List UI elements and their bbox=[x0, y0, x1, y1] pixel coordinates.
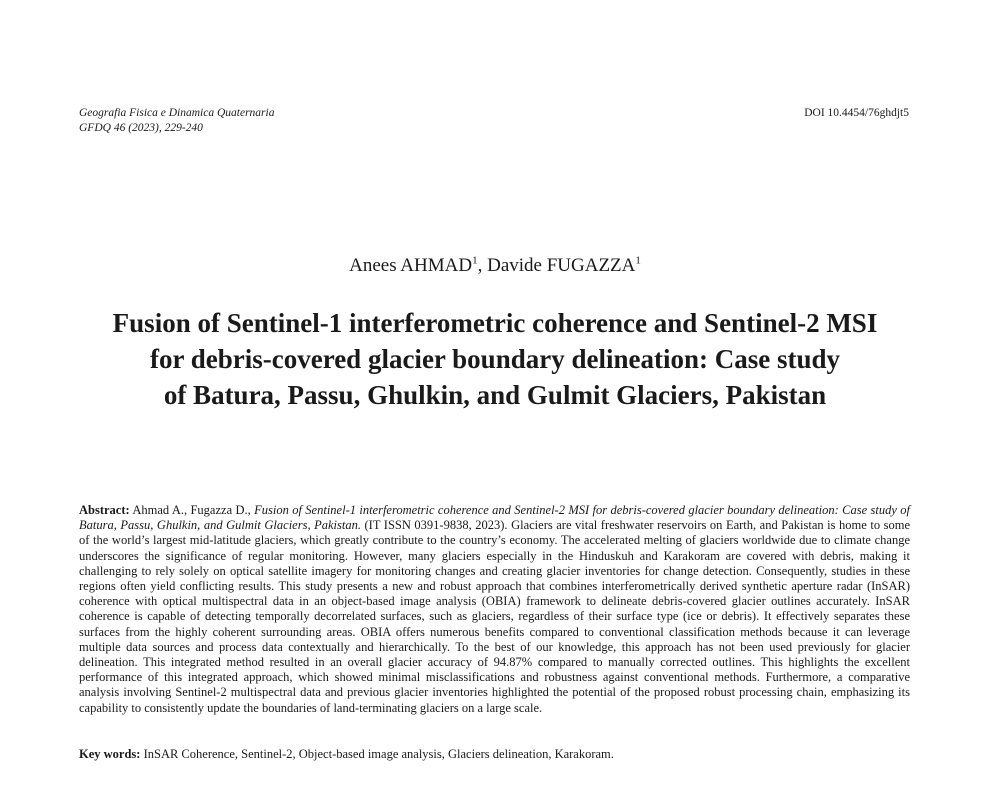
author-name: Davide FUGAZZA bbox=[487, 255, 636, 276]
keywords-text: InSAR Coherence, Sentinel-2, Object-based image analysis, Glaciers delineation, Karakoram. bbox=[140, 747, 614, 761]
author-separator: , bbox=[477, 255, 488, 276]
title-line: Fusion of Sentinel-1 interferometric coherence and Sentinel-2 MSI bbox=[112, 308, 878, 338]
author-list bbox=[0, 254, 990, 278]
title-line: of Batura, Passu, Ghulkin, and Gulmit Glaciers, Pakistan bbox=[163, 380, 827, 410]
abstract-citation-title: Fusion of Sentinel-1 interferometric coherence and Sentinel-2 MSI for debris-covered glacier boundary delineation: Case study of Batura, Passu, Ghulkin, and Gulmit Glaciers, Pakistan. bbox=[79, 503, 910, 533]
author-affiliation: 1 bbox=[472, 254, 478, 267]
author-name: Anees AHMAD bbox=[349, 255, 473, 276]
abstract-body: Glaciers are vital freshwater reservoirs on Earth, and Pakistan is home to some of the world’s largest mid-latitude glaciers, which greatly contribute to the country’s economy. The accelerated melting of glaciers worldwide due to climate change underscores the significance of regular monitoring. However, many glaciers especially in the Hinduskuh and Karakoram are covered with debris, making it challenging to rely solely on optical satellite imagery for monitoring changes and creating glacier inventories for change detection. Consequently, studies in these regions often yield conflicting results. This study presents a new and robust approach that combines interferometrically derived synthetic aperture radar (InSAR) coherence with optical multispectral data in an object-based image analysis (OBIA) framework to delineate debris-covered glacier outlines accurately. InSAR coherence is capable of detecting temporally decorrelated surfaces, such as glaciers, regardless of their surface type (ice or debris). It effectively separates these surfaces from the highly coherent surrounding areas. OBIA offers numerous benefits compared to conventional classification methods because it can leverage multiple data sources and process data contextually and hierarchically. To the best of our knowledge, this approach has not been used previously for glacier delineation. This integrated method resulted in an overall glacier accuracy of 94.87% compared to manually corrected outlines. This highlights the excellent performance of this integrated approach, which showed minimal misclassifications and robustness against conventional methods. Furthermore, a comparative analysis involving Sentinel-2 multispectral data and previous glacier inventories highlighted the potential of the proposed robust processing chain, emphasizing its capability to consistently update the boundaries of land-terminating glaciers on a large scale. bbox=[79, 518, 910, 715]
journal-header bbox=[79, 106, 274, 136]
doi: DOI 10.4454/76ghdjt5 bbox=[804, 107, 909, 119]
abstract-citation-authors: Ahmad A., Fugazza D., bbox=[129, 503, 255, 517]
author-affiliation: 1 bbox=[635, 254, 641, 267]
journal-name: Geografia Fisica e Dinamica Quaternaria bbox=[79, 107, 275, 119]
abstract-label: Abstract: bbox=[79, 503, 130, 517]
keywords bbox=[79, 747, 910, 762]
title-line: for debris-covered glacier boundary delineation: Case study bbox=[150, 344, 840, 374]
keywords-label: Key words: bbox=[79, 747, 141, 761]
abstract-citation-issn: (IT ISSN 0391-9838, 2023). bbox=[360, 518, 512, 533]
journal-issue: GFDQ 46 (2023), 229-240 bbox=[79, 122, 203, 134]
paper-title bbox=[60, 305, 930, 413]
abstract bbox=[79, 503, 910, 716]
